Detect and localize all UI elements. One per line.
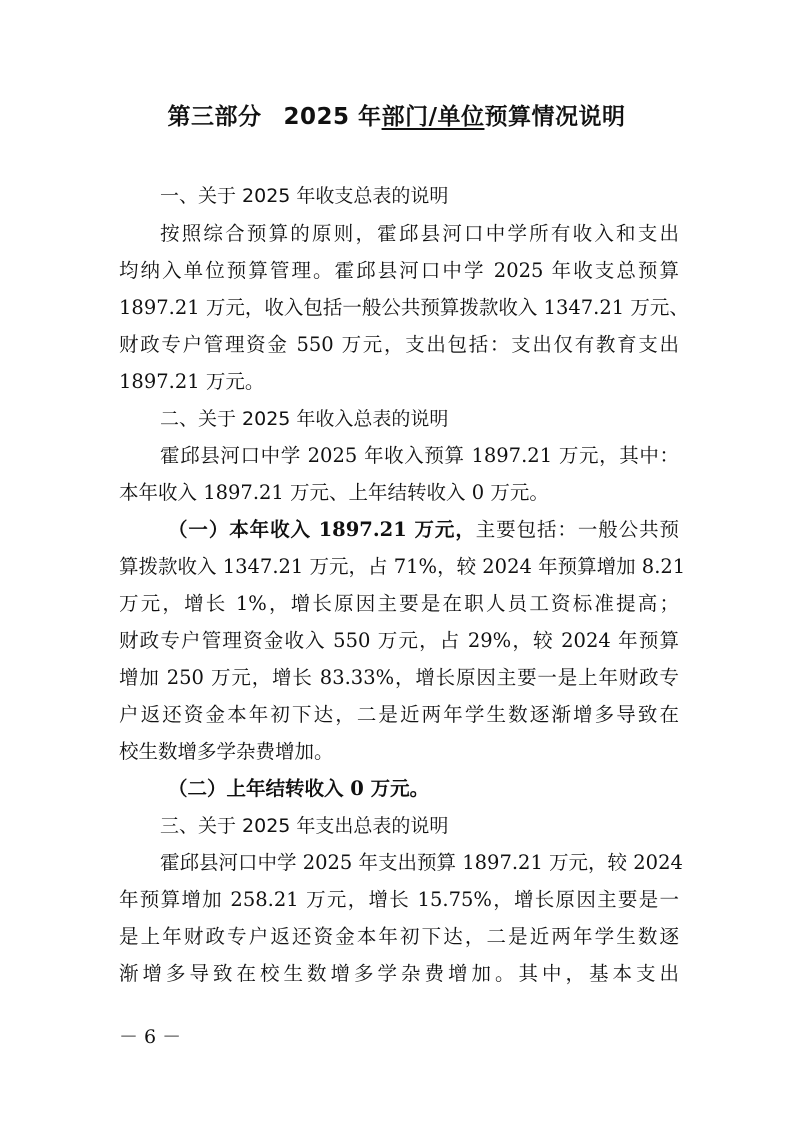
- paragraph-line: 本年收入 1897.21 万元、上年结转收入 0 万元。: [119, 481, 549, 504]
- section-heading-2: 二、关于 2025 年收入总表的说明: [160, 408, 449, 430]
- paragraph-line: 是上年财政专户返还资金本年初下达，二是近两年学生数逐: [119, 925, 679, 948]
- paragraph-line: 万元，增长 1%，增长原因主要是在职人员工资标准提高；: [119, 592, 679, 615]
- title-unit: 部门/单位: [381, 104, 485, 130]
- title-rest: 预算情况说明: [484, 104, 626, 130]
- paragraph-line: 年预算增加 258.21 万元，增长 15.75%，增长原因主要是一: [119, 888, 679, 911]
- section-heading-1: 一、关于 2025 年收支总表的说明: [160, 185, 449, 207]
- paragraph-line: 霍邱县河口中学 2025 年收入预算 1897.21 万元，其中：: [160, 444, 679, 467]
- section-heading-3: 三、关于 2025 年支出总表的说明: [160, 815, 449, 837]
- subsection-heading-2: （二）上年结转收入 0 万元。: [168, 777, 430, 800]
- paragraph-line: 财政专户管理资金 550 万元，支出包括：支出仅有教育支出: [119, 333, 679, 356]
- subsection-line: [168, 516, 679, 544]
- subsection-heading-1: （一）本年收入 1897.21 万元，: [168, 518, 476, 541]
- paragraph-line: 户返还资金本年初下达，二是近两年学生数逐渐增多导致在: [119, 703, 679, 726]
- paragraph-line: 财政专户管理资金收入 550 万元，占 29%，较 2024 年预算: [119, 629, 679, 652]
- paragraph-line: 渐增多导致在校生数增多学杂费增加。其中，基本支出: [119, 962, 679, 985]
- paragraph-line: 霍邱县河口中学 2025 年支出预算 1897.21 万元，较 2024: [160, 851, 683, 874]
- paragraph-line: 1897.21 万元，收入包括一般公共预算拨款收入 1347.21 万元、: [119, 296, 689, 319]
- page-number: － 6 －: [119, 1026, 182, 1048]
- paragraph-line: 1897.21 万元。: [119, 370, 265, 393]
- title-year: 2025 年: [283, 104, 382, 130]
- page-title: [0, 98, 793, 131]
- paragraph-line: 按照综合预算的原则，霍邱县河口中学所有收入和支出: [160, 222, 679, 245]
- paragraph-line: 校生数增多学杂费增加。: [119, 740, 334, 763]
- paragraph-line: 增加 250 万元，增长 83.33%，增长原因主要一是上年财政专: [119, 666, 679, 689]
- title-part: 第三部分: [167, 104, 262, 130]
- paragraph-line: 算拨款收入 1347.21 万元，占 71%，较 2024 年预算增加 8.21: [119, 555, 686, 578]
- paragraph-line: 均纳入单位预算管理。霍邱县河口中学 2025 年收支总预算: [119, 259, 679, 282]
- paragraph-text: 主要包括：一般公共预: [475, 518, 679, 541]
